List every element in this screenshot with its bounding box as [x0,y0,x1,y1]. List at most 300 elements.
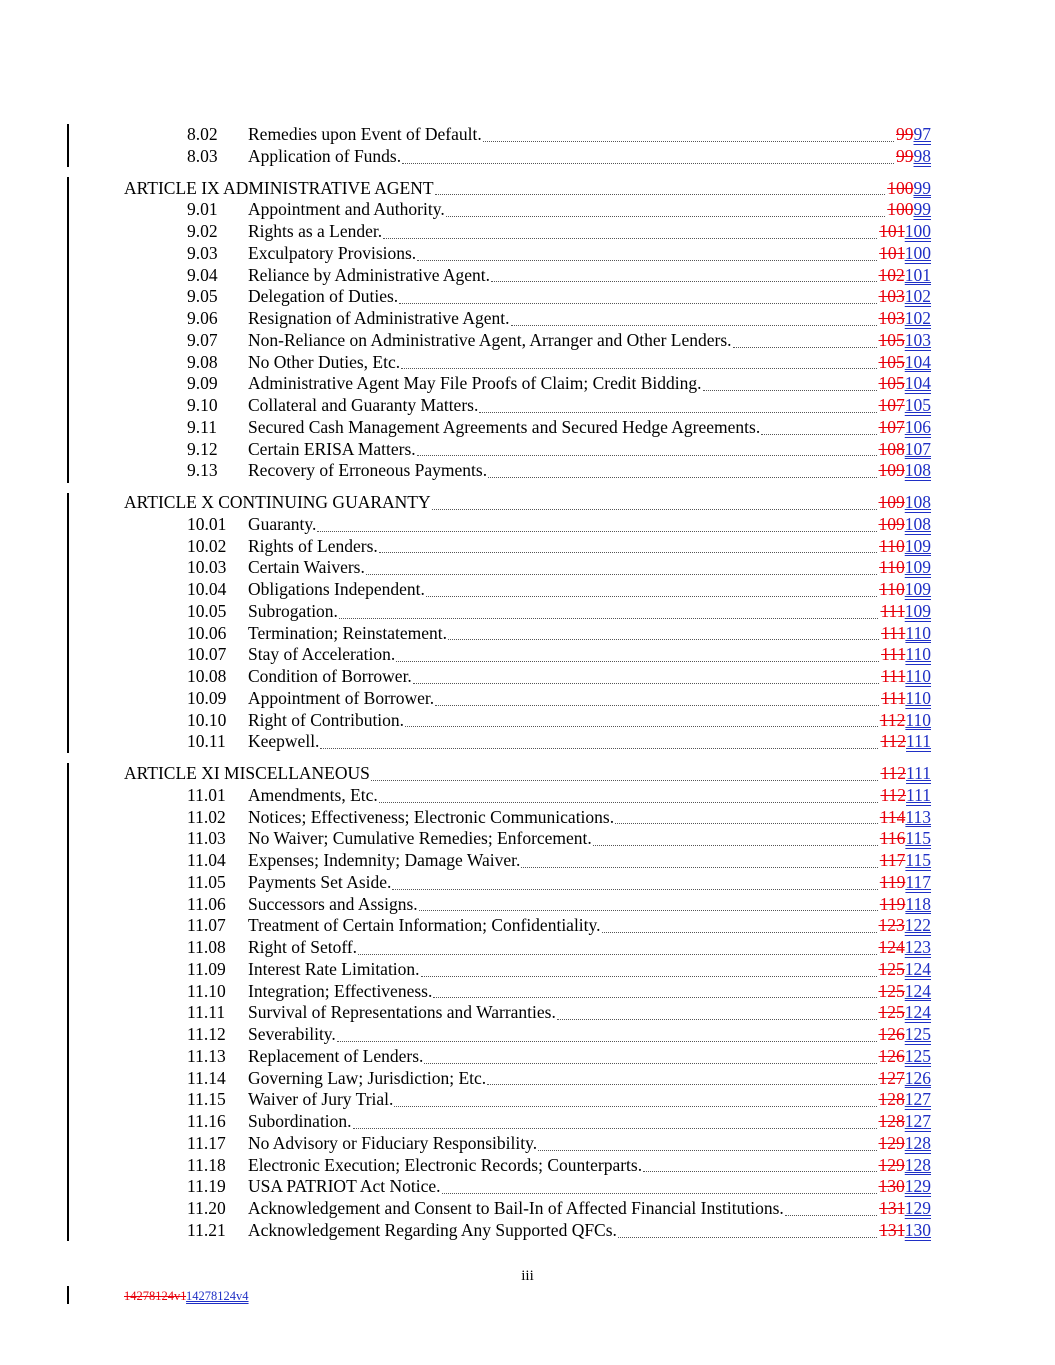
toc-entry-number: 11.03 [187,828,226,849]
dot-leader [521,866,877,868]
toc-entry-number: 11.18 [187,1154,226,1175]
deleted-page-number: 119 [879,893,906,914]
deleted-page-number: 126 [878,1045,905,1066]
dot-leader [615,822,878,824]
toc-entry-title: Right of Contribution. [248,709,405,730]
dot-leader [703,389,877,391]
dot-leader [761,433,876,435]
toc-entry-title: Termination; Reinstatement. [248,622,448,643]
toc-entry-title: Application of Funds. [248,145,402,166]
page-reference [879,330,932,352]
toc-entry-title: Exculpatory Provisions. [248,242,417,263]
page-reference [880,850,931,872]
inserted-page-number[interactable]: 127 [904,1111,931,1131]
page-reference [880,872,931,894]
deleted-page-number: 99 [896,124,914,144]
inserted-page-number[interactable]: 99 [913,177,931,198]
page-reference [880,601,931,623]
inserted-page-number[interactable]: 125 [904,1045,931,1066]
dot-leader [433,996,876,998]
inserted-page-number[interactable]: 100 [904,242,931,263]
toc-entry[interactable] [0,124,1055,146]
toc-entry[interactable] [0,557,1055,579]
page-reference [887,178,931,200]
toc-entry-number: 10.07 [187,644,227,665]
inserted-page-number[interactable]: 106 [904,416,931,437]
deleted-page-number: 108 [878,438,905,459]
toc-entry[interactable] [0,395,1055,417]
inserted-page-number[interactable]: 97 [913,124,931,144]
dot-leader [488,476,876,478]
page-reference [879,417,932,439]
toc-entry[interactable] [0,1024,1055,1046]
page-reference [881,666,931,688]
toc-article-heading[interactable] [0,763,1055,785]
dot-leader [491,280,876,282]
dot-leader [602,931,877,933]
toc-entry-title: No Other Duties, Etc. [248,351,401,372]
toc-entry[interactable] [0,1176,1055,1198]
deleted-page-number: 110 [879,535,905,556]
toc-entry-title: Severability. [248,1024,336,1044]
toc-entry-title: Amendments, Etc. [248,784,378,805]
toc-entry-title: Successors and Assigns. [248,893,418,914]
page-reference [879,1068,932,1090]
toc-entry[interactable] [0,1220,1055,1242]
inserted-page-number[interactable]: 100 [904,221,931,241]
deleted-page-number: 123 [878,915,905,936]
inserted-page-number[interactable]: 105 [904,395,931,415]
toc-entry[interactable] [0,601,1055,623]
page-reference [880,785,931,807]
page-reference [880,731,931,753]
page-reference [879,1046,932,1068]
toc-entry-title: Condition of Borrower. [248,666,412,686]
inserted-page-number[interactable]: 110 [905,666,931,686]
inserted-page-number[interactable]: 122 [904,915,931,936]
toc-entry[interactable] [0,894,1055,916]
inserted-page-number[interactable]: 115 [905,828,931,849]
page-reference [879,373,932,395]
deleted-page-number: 125 [878,980,905,1001]
toc-entry[interactable] [0,199,1055,221]
toc-entry[interactable] [0,785,1055,807]
page-reference [879,1002,932,1024]
inserted-page-number[interactable]: 130 [904,1219,931,1240]
toc-entry[interactable] [0,243,1055,265]
deleted-page-number: 109 [878,492,905,512]
toc-entry[interactable] [0,644,1055,666]
dot-leader [557,1018,877,1020]
toc-entry[interactable] [0,1155,1055,1177]
toc-entry[interactable] [0,373,1055,395]
toc-entry-title: ARTICLE XI MISCELLANEOUS [124,763,370,783]
deleted-page-number: 100 [887,177,914,198]
toc-entry-number: 11.07 [187,915,226,936]
deleted-page-number: 127 [878,1067,905,1088]
toc-entry-number: 10.08 [187,666,227,686]
inserted-page-number[interactable]: 102 [904,308,931,328]
page-reference [880,763,931,785]
toc-entry[interactable] [0,514,1055,536]
dot-leader [371,779,879,781]
deleted-page-number: 109 [878,513,905,534]
toc-entry[interactable] [0,146,1055,168]
inserted-page-number[interactable]: 118 [905,893,931,914]
toc-entry-number: 9.10 [187,395,218,415]
deleted-page-number: 130 [878,1176,905,1197]
toc-entry-number: 9.08 [187,351,218,372]
inserted-page-number[interactable]: 124 [904,1002,931,1023]
inserted-page-number[interactable]: 111 [906,731,931,752]
toc-entry-number: 9.05 [187,286,218,307]
dot-leader [358,953,876,955]
inserted-page-number[interactable]: 104 [904,373,931,394]
toc-entry[interactable] [0,1089,1055,1111]
page-reference [879,981,932,1003]
deleted-page-number: 125 [878,1002,905,1023]
toc-entry-number: 11.14 [187,1067,226,1088]
toc-entry[interactable] [0,1068,1055,1090]
toc-entry-number: 10.11 [187,731,226,752]
inserted-page-number[interactable]: 129 [904,1176,931,1197]
toc-entry-number: 11.08 [187,937,226,957]
toc-entry[interactable] [0,308,1055,330]
toc-entry-number: 8.03 [187,145,218,166]
toc-entry-number: 11.15 [187,1089,226,1110]
page-reference [880,828,931,850]
toc-entry[interactable] [0,330,1055,352]
inserted-page-number[interactable]: 99 [913,199,931,220]
toc-entry-title: Expenses; Indemnity; Damage Waiver. [248,850,521,870]
toc-entry[interactable] [0,221,1055,243]
deleted-page-number: 129 [878,1154,905,1175]
toc-entry[interactable] [0,439,1055,461]
toc-article-heading[interactable] [0,492,1055,514]
change-bar [67,124,69,167]
document-id-inserted: 14278124v4 [186,1289,249,1303]
toc-entry[interactable] [0,981,1055,1003]
page-reference [879,915,932,937]
inserted-page-number[interactable]: 109 [904,600,931,621]
dot-leader [317,530,876,532]
toc-entry-title: Subrogation. [248,600,338,621]
toc-entry-number: 11.09 [187,958,226,979]
toc-entry-title: No Advisory or Fiduciary Responsibility. [248,1132,538,1153]
toc-entry[interactable] [0,352,1055,374]
toc-entry[interactable] [0,623,1055,645]
inserted-page-number[interactable]: 110 [905,687,931,708]
toc-entry-number: 11.04 [187,850,226,870]
inserted-page-number[interactable]: 117 [905,871,931,892]
deleted-page-number: 99 [896,145,914,166]
page-reference [879,439,932,461]
toc-entry-number: 11.10 [187,980,226,1001]
toc-entry[interactable] [0,666,1055,688]
deleted-page-number: 110 [879,579,905,599]
dot-leader [417,454,877,456]
inserted-page-number[interactable]: 129 [904,1198,931,1218]
page-reference [879,352,932,374]
toc-entry-number: 11.12 [187,1024,226,1044]
dot-leader [421,975,877,977]
toc-entry-number: 11.13 [187,1045,226,1066]
dot-leader [413,682,879,684]
inserted-page-number[interactable]: 111 [906,763,931,783]
toc-entry-number: 11.17 [187,1132,226,1153]
toc-entry[interactable] [0,265,1055,287]
deleted-page-number: 109 [878,460,905,481]
dot-leader [392,888,877,890]
deleted-page-number: 107 [878,416,905,437]
page-reference [881,688,931,710]
inserted-page-number[interactable]: 115 [905,850,931,870]
toc-entry[interactable] [0,850,1055,872]
toc-entry-number: 9.07 [187,329,218,350]
toc-entry[interactable] [0,460,1055,482]
dot-leader [405,725,878,727]
deleted-page-number: 128 [878,1089,905,1110]
inserted-page-number[interactable]: 127 [904,1089,931,1110]
toc-entry[interactable] [0,937,1055,959]
deleted-page-number: 116 [879,828,906,849]
page-reference [879,308,932,330]
deleted-page-number: 111 [880,600,905,621]
toc-entry[interactable] [0,959,1055,981]
toc-entry[interactable] [0,872,1055,894]
inserted-page-number[interactable]: 125 [904,1024,931,1044]
dot-leader [366,573,877,575]
dot-leader [424,1062,876,1064]
inserted-page-number[interactable]: 110 [905,622,931,643]
inserted-page-number[interactable]: 111 [906,784,931,805]
dot-leader [593,844,878,846]
toc-entry-number: 10.06 [187,622,227,643]
toc-entry-title: Treatment of Certain Information; Confidentiality. [248,915,601,936]
inserted-page-number[interactable]: 128 [904,1154,931,1175]
deleted-page-number: 105 [878,351,905,372]
deleted-page-number: 124 [878,937,905,957]
toc-entry[interactable] [0,915,1055,937]
page-reference [896,146,931,168]
inserted-page-number[interactable]: 108 [904,492,931,512]
deleted-page-number: 102 [878,264,905,285]
deleted-page-number: 126 [878,1024,905,1044]
dot-leader [479,411,876,413]
toc-entry-title: Notices; Effectiveness; Electronic Communications. [248,806,615,827]
inserted-page-number[interactable]: 113 [905,806,931,827]
dot-leader [337,1040,877,1042]
change-bar [67,763,69,1241]
deleted-page-number: 101 [879,242,905,263]
toc-entry[interactable] [0,688,1055,710]
dot-leader [442,1192,877,1194]
toc-entry-number: 10.01 [187,513,227,534]
inserted-page-number[interactable]: 109 [904,535,931,556]
toc-entry-title: USA PATRIOT Act Notice. [248,1176,441,1197]
page-reference [879,959,932,981]
inserted-page-number[interactable]: 102 [904,286,931,307]
deleted-page-number: 100 [887,199,914,220]
dot-leader [487,1083,876,1085]
toc-entry-title: Electronic Execution; Electronic Records; Counterparts. [248,1154,643,1175]
inserted-page-number[interactable]: 101 [904,264,931,285]
toc-entry[interactable] [0,731,1055,753]
toc-entry-title: Delegation of Duties. [248,286,399,307]
table-of-contents [0,124,1055,1242]
inserted-page-number[interactable]: 108 [904,513,931,534]
page-reference [879,286,932,308]
toc-entry[interactable] [0,1002,1055,1024]
toc-entry-title: Replacement of Lenders. [248,1045,424,1066]
page-reference [879,557,931,579]
toc-entry-title: Recovery of Erroneous Payments. [248,460,488,481]
deleted-page-number: 119 [879,871,906,892]
toc-entry-number: 10.02 [187,535,227,556]
page-reference [881,644,931,666]
dot-leader [353,1127,877,1129]
dot-leader [401,367,876,369]
dot-leader [399,302,876,304]
toc-entry[interactable] [0,1198,1055,1220]
deleted-page-number: 101 [879,221,905,241]
inserted-page-number[interactable]: 126 [904,1067,931,1088]
toc-entry-number: 9.01 [187,199,218,220]
deleted-page-number: 125 [878,958,905,979]
toc-entry[interactable] [0,710,1055,732]
toc-entry-number: 11.06 [187,893,226,914]
inserted-page-number[interactable]: 109 [904,557,931,578]
deleted-page-number: 112 [880,731,907,752]
toc-entry-title: Acknowledgement and Consent to Bail-In of Affected Financial Institutions. [248,1198,784,1218]
page-number: iii [521,1268,534,1284]
toc-entry-number: 9.12 [187,438,218,459]
page-reference [879,1155,932,1177]
inserted-page-number[interactable]: 124 [904,980,931,1001]
toc-entry-number: 11.16 [187,1111,226,1131]
toc-entry[interactable] [0,1133,1055,1155]
toc-entry[interactable] [0,536,1055,558]
toc-entry-title: Reliance by Administrative Agent. [248,264,491,285]
toc-entry-number: 10.03 [187,557,227,578]
toc-entry-title: Appointment and Authority. [248,199,445,220]
toc-entry-title: Secured Cash Management Agreements and Secured Hedge Agreements. [248,416,761,437]
toc-entry-title: Acknowledgement Regarding Any Supported QFCs. [248,1219,617,1240]
toc-entry-number: 9.11 [187,416,217,437]
page-reference [879,1198,931,1220]
toc-entry[interactable] [0,828,1055,850]
page-reference [879,243,931,265]
inserted-page-number[interactable]: 110 [905,709,931,730]
page-reference [896,124,931,146]
page-reference [879,1133,932,1155]
toc-entry-title: Rights as a Lender. [248,221,383,241]
toc-entry-title: Integration; Effectiveness. [248,980,433,1001]
change-bar [67,493,69,753]
page-reference [879,492,932,514]
toc-entry-number: 10.09 [187,687,227,708]
dot-leader [379,551,877,553]
dot-leader [733,346,877,348]
dot-leader [618,1236,877,1238]
toc-entry-number: 9.09 [187,373,218,394]
toc-entry-title: Guaranty. [248,513,317,534]
inserted-page-number[interactable]: 98 [913,145,931,166]
deleted-page-number: 107 [878,395,905,415]
dot-leader [402,162,894,164]
page-reference [879,460,932,482]
toc-article-heading[interactable] [0,178,1055,200]
toc-entry-number: 10.10 [187,709,227,730]
inserted-page-number[interactable]: 109 [904,579,931,599]
toc-entry-title: Appointment of Borrower. [248,687,435,708]
dot-leader [483,140,894,142]
toc-entry[interactable] [0,1046,1055,1068]
page-reference [880,710,931,732]
toc-entry-number: 10.05 [187,600,227,621]
page-reference [879,395,932,417]
dot-leader [511,324,877,326]
toc-entry-title: Interest Rate Limitation. [248,958,420,979]
toc-entry-number: 9.04 [187,264,218,285]
inserted-page-number[interactable]: 124 [904,958,931,979]
inserted-page-number[interactable]: 123 [904,937,931,957]
page-reference [880,894,931,916]
dot-leader [320,747,878,749]
inserted-page-number[interactable]: 128 [904,1132,931,1153]
toc-entry-title: ARTICLE IX ADMINISTRATIVE AGENT [124,177,434,198]
toc-entry-title: Stay of Acceleration. [248,644,396,665]
toc-entry-number: 9.13 [187,460,218,481]
toc-entry-title: Rights of Lenders. [248,535,378,556]
dot-leader [417,259,877,261]
deleted-page-number: 112 [880,763,907,783]
toc-entry-number: 11.01 [187,784,226,805]
toc-entry-number: 11.05 [187,871,226,892]
dot-leader [785,1214,877,1216]
inserted-page-number[interactable]: 104 [904,351,931,372]
inserted-page-number[interactable]: 107 [904,438,931,459]
toc-entry-title: Certain ERISA Matters. [248,438,416,459]
deleted-page-number: 117 [879,850,906,870]
deleted-page-number: 103 [878,286,905,307]
deleted-page-number: 111 [881,687,906,708]
toc-entry-number: 11.20 [187,1198,226,1218]
toc-entry-number: 9.03 [187,242,218,263]
dot-leader [339,617,879,619]
toc-entry[interactable] [0,417,1055,439]
page-reference [879,1220,931,1242]
deleted-page-number: 112 [879,709,906,730]
deleted-page-number: 111 [881,644,906,665]
inserted-page-number[interactable]: 110 [905,644,931,665]
deleted-page-number: 111 [881,622,906,643]
document-id-deleted: 14278124v1 [124,1289,187,1303]
page-reference [881,623,931,645]
deleted-page-number: 131 [879,1219,905,1240]
inserted-page-number[interactable]: 103 [904,329,931,350]
toc-entry[interactable] [0,807,1055,829]
toc-entry-title: Non-Reliance on Administrative Agent, Arranger and Other Lenders. [248,329,732,350]
toc-entry-title: Right of Setoff. [248,937,358,957]
toc-entry[interactable] [0,1111,1055,1133]
inserted-page-number[interactable]: 108 [904,460,931,481]
toc-entry[interactable] [0,579,1055,601]
toc-entry-number: 11.02 [187,806,226,827]
dot-leader [383,237,877,239]
toc-entry[interactable] [0,286,1055,308]
page-reference [879,221,931,243]
